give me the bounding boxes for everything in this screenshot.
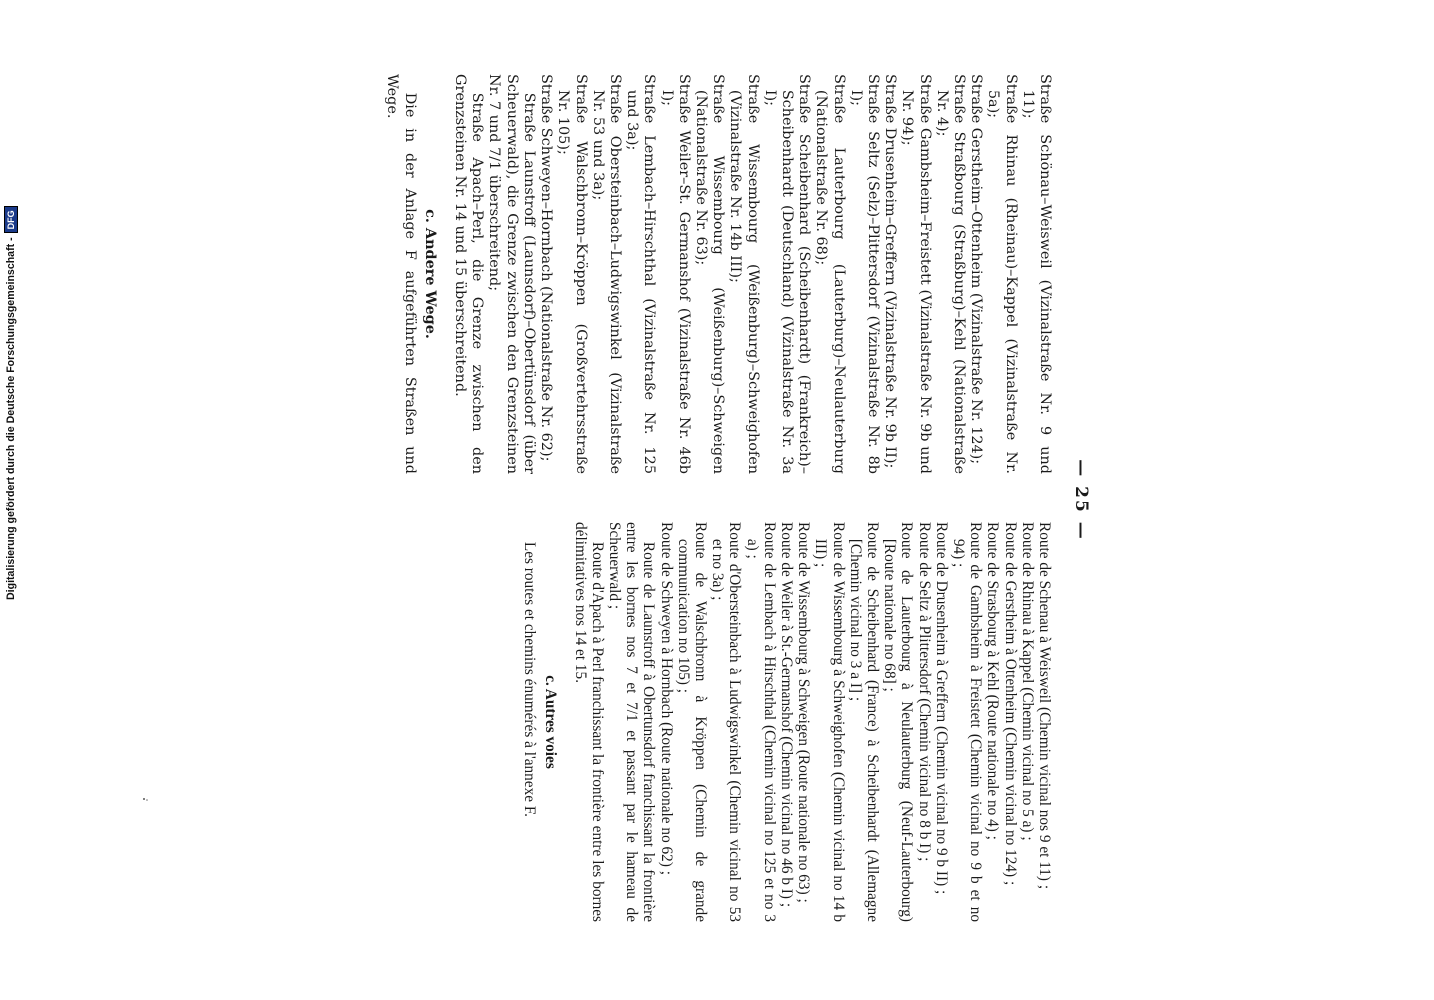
german-paragraph-2: Straße Apach–Perl, die Grenze zwischen den Grenzsteinen Nr. 14 und 15 überschreitend. [452,74,486,474]
route-entry: Route de Gambsheim à Freistett (Chemin vicinal no 9 b et no 94) ; [949,522,985,922]
german-closing: Die in der Anlage F aufgeführten Straßen und Wege. [384,74,418,474]
route-entry: Route de Gerstheim à Ottenheim (Chemin vicinal no 124) ; [1001,522,1019,886]
credit-text: Digitalisierung gefördert durch die Deutsche Forschungsgemeinschaft - [5,237,17,600]
route-entry: Route de Walschbronn à Kröppen (Chemin de grande communication no 105) ; [674,522,709,922]
route-entry: Straße Weiler–St. Germanshof (Vizinalstraße Nr. 46b I); [658,74,692,474]
digitization-credit [4,206,18,600]
route-entry: Route de Schenau à Weisweil (Chemin vicinal nos 9 et 11) ; [1036,522,1053,890]
route-entry: Straße Gambsheim–Freistett (Vizinalstraße Nr. 9b und Nr. 94); [899,74,933,474]
route-entry: Straße Wissembourg (Weißenburg)–Schweigen (Nationalstraße Nr. 63); [692,74,727,474]
route-entry: Route de Strasbourg à Kehl (Route nationale no 4) ; [984,522,1002,840]
route-entry: Route de Wissembourg à Schweighofen (Chemin vicinal no 14 b III) ; [812,522,847,922]
page-number: — 25 — [1071,459,1091,541]
route-entry: Straße Lauterbourg (Lauterburg)–Neulauterburg (Nationalstraße Nr. 68); [813,74,847,474]
route-entry: Route de Drusenheim à Greffern (Chemin vicinal no 9 b II) ; [932,522,950,895]
route-entry: Straße Scheibenhard (Scheibenhardt) (Frankreich)–Scheibenhardt (Deutschland) (Vizinalstraße Nr. 3a I); [761,74,813,474]
route-entry: Straße Rhinau (Rheinau)–Kappel (Vizinalstraße Nr. 5a); [985,74,1019,474]
route-entry: Route de Scheibenhard (France) à Scheibenhardt (Allemagne [Chemin vicinal no 3 a I] ; [846,522,881,922]
scan-speck [142,797,149,802]
route-entry: Route de Schweyen à Hornbach (Route nationale no 62) ; [657,522,675,876]
route-entry: Route de Lauterbourg à Neulauterburg (Neuf-Lauterbourg) [Route nationale no 68] ; [881,522,916,922]
french-closing: Les routes et chemins énumérés à l'annexe F. [521,541,539,817]
route-entry: Straße Schönau–Weisweil (Vizinalstraße Nr. 9 und 11); [1019,74,1053,474]
route-entry: Straße Schweyen–Hornbach (Nationalstraße Nr. 62); [538,74,555,462]
french-route-list [657,522,1053,922]
route-entry: Route de Rhinau à Kappel (Chemin vicinal no 5 a) ; [1018,522,1036,841]
route-entry: Route de Lembach à Hirschthal (Chemin vicinal no 125 et no 3 a) ; [743,522,778,922]
french-paragraph-2: Route d'Apach à Perl franchissant la frontière entre les bornes délimitatives nos 14 et 15. [571,522,606,922]
route-entry: Straße Gerstheim–Ottenheim (Vizinalstraße Nr. 124); [968,74,985,465]
french-heading: c. Autres voies [542,675,560,769]
dfg-logo: DFG [4,206,18,233]
french-paragraph-1: Route de Launstroff à Obertunsdorf franchissant la frontière entre les bornes nos 7 et 7/1 et passant par le hameau de Scheuerwald ; [605,522,658,922]
route-entry: Route de Seltz à Plittersdorf (Chemin vicinal no 8 b I) ; [915,522,933,862]
route-entry: Straße Wissembourg (Weißenburg)–Schweighofen (Vizinalstraße Nr. 14b III); [727,74,761,474]
german-paragraph-1: Straße Launstroff (Launsdorf)–Obertünsdorf (über Scheuerwald), die Grenze zwischen den Grenzsteinen Nr. 7 und 7/1 überschreitend; [486,74,537,474]
route-entry: Straße Walschbronn–Kröppen (Großvertehrsstraße Nr. 105); [555,74,589,474]
document-page [337,60,1097,940]
german-heading: c. Andere Wege. [421,209,439,339]
route-entry: Route de Wissembourg à Schweigen (Route nationale no 63) ; [795,522,813,903]
route-entry: Straße Obersteinbach–Ludwigswinkel (Vizinalstraße Nr. 53 und 3a); [589,74,623,474]
route-entry: Route d'Obersteinbach à Ludwigswinkel (Chemin vicinal no 53 et no 3a) ; [709,522,744,922]
french-column [521,522,1053,922]
german-route-list [537,74,1053,474]
route-entry: Route de Weiler à St.-Germanshof (Chemin vicinal no 46 b I) ; [777,522,795,908]
route-entry: Straße Lembach–Hirschthal (Vizinalstraße Nr. 125 und 3a); [624,74,658,474]
route-entry: Straße Drusenheim–Greffern (Vizinalstraße Nr. 9b II); [882,74,899,469]
route-entry: Straße Straßbourg (Straßburg)–Kehl (Nationalstraße Nr. 4); [933,74,967,474]
german-column [383,74,1053,474]
route-entry: Straße Seltz (Selz)–Plittersdorf (Vizinalstraße Nr. 8b I); [847,74,881,474]
